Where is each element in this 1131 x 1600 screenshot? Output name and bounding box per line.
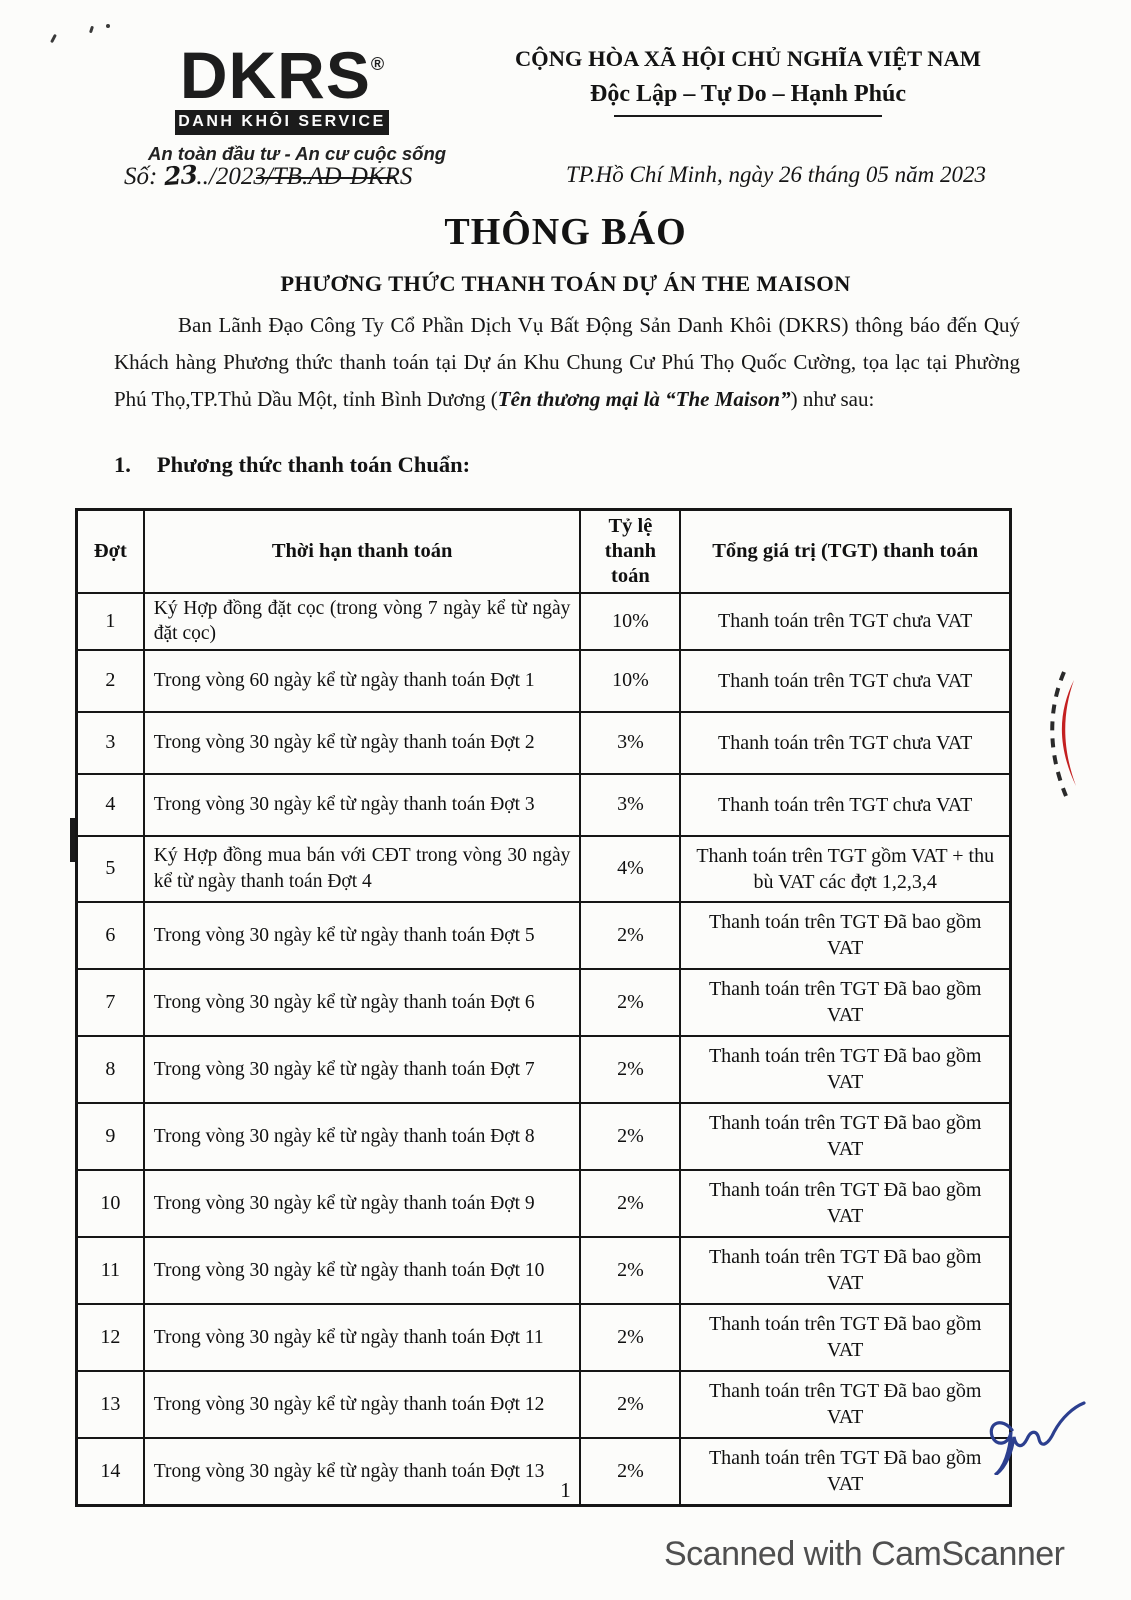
cell-dot: 10	[77, 1170, 144, 1237]
cell-term: Trong vòng 30 ngày kể từ ngày thanh toán Đợt 10	[144, 1237, 581, 1304]
cell-term: Trong vòng 30 ngày kể từ ngày thanh toán Đợt 11	[144, 1304, 581, 1371]
table-row	[77, 1036, 1011, 1103]
table-header-row	[77, 510, 1011, 594]
cell-rate: 2%	[580, 1438, 680, 1506]
handwritten-number: 23	[162, 159, 198, 192]
stamp-edge-mark	[1040, 668, 1118, 808]
cell-dot: 12	[77, 1304, 144, 1371]
cell-rate: 2%	[580, 1036, 680, 1103]
cell-dot: 5	[77, 836, 144, 902]
cell-rate: 2%	[580, 969, 680, 1036]
cell-dot: 14	[77, 1438, 144, 1506]
company-logo	[148, 38, 447, 179]
intro-text: Ban Lãnh Đạo Công Ty Cổ Phần Dịch Vụ Bất Động Sản Danh Khôi (DKRS) thông báo đến Quý Khách hàng Phương thức thanh toán tại Dự án Khu Chung Cư Phú Thọ Quốc Cường, tọa lạc tại Phường Phú Thọ,TP.Thủ Dầu Một, tỉnh Bình Dương (	[114, 313, 1020, 411]
signature-initials	[978, 1400, 1088, 1475]
cell-total: Thanh toán trên TGT chưa VAT	[680, 650, 1010, 712]
cell-term: Ký Hợp đồng đặt cọc (trong vòng 7 ngày kể từ ngày đặt cọc)	[144, 593, 581, 650]
payment-table-head	[77, 510, 1011, 594]
cell-total: Thanh toán trên TGT Đã bao gồm VAT	[680, 1371, 1010, 1438]
cell-total: Thanh toán trên TGT Đã bao gồm VAT	[680, 1170, 1010, 1237]
table-row	[77, 1170, 1011, 1237]
cell-rate: 3%	[580, 774, 680, 836]
cell-total: Thanh toán trên TGT Đã bao gồm VAT	[680, 1237, 1010, 1304]
cell-total: Thanh toán trên TGT Đã bao gồm VAT	[680, 902, 1010, 969]
national-header	[468, 46, 1028, 117]
cell-rate: 2%	[580, 1237, 680, 1304]
document-number-line	[124, 161, 412, 191]
cell-dot: 2	[77, 650, 144, 712]
cell-term: Trong vòng 30 ngày kể từ ngày thanh toán Đợt 6	[144, 969, 581, 1036]
cell-total: Thanh toán trên TGT chưa VAT	[680, 774, 1010, 836]
table-row	[77, 774, 1011, 836]
cell-rate: 3%	[580, 712, 680, 774]
table-row	[77, 650, 1011, 712]
document-number-prefix: Số:	[124, 163, 164, 190]
cell-total: Thanh toán trên TGT chưa VAT	[680, 593, 1010, 650]
page-number: 1	[560, 1478, 571, 1502]
cell-rate: 4%	[580, 836, 680, 902]
cell-term: Trong vòng 30 ngày kể từ ngày thanh toán Đợt 12	[144, 1371, 581, 1438]
logo-brand-letters: DKRS	[179, 38, 371, 112]
table-row	[77, 593, 1011, 650]
cell-dot: 6	[77, 902, 144, 969]
table-row	[77, 1304, 1011, 1371]
section-title: Phương thức thanh toán Chuẩn:	[156, 452, 471, 477]
cell-term: Trong vòng 30 ngày kể từ ngày thanh toán Đợt 8	[144, 1103, 581, 1170]
stamp-red-arc	[1062, 680, 1076, 786]
col-header-total: Tổng giá trị (TGT) thanh toán	[680, 510, 1010, 594]
table-row	[77, 1371, 1011, 1438]
cell-dot: 4	[77, 774, 144, 836]
divider-line	[614, 115, 882, 117]
registered-trademark-icon: ®	[370, 54, 385, 74]
document-subtitle: PHƯƠNG THỨC THANH TOÁN DỰ ÁN THE MAISON	[280, 271, 851, 296]
date-line: TP.Hồ Chí Minh, ngày 26 tháng 05 năm 2023	[566, 162, 986, 187]
scan-mark	[89, 26, 94, 34]
cell-term: Trong vòng 30 ngày kể từ ngày thanh toán Đợt 7	[144, 1036, 581, 1103]
cell-term: Trong vòng 60 ngày kể từ ngày thanh toán Đợt 1	[144, 650, 581, 712]
logo-slogan: An toàn đầu tư - An cư cuộc sống	[148, 143, 447, 164]
payment-schedule-table	[75, 508, 1012, 1507]
document-number-rest: ../2023/TB.AD-DKRS	[196, 163, 413, 190]
logo-brand-text	[148, 38, 416, 112]
col-header-rate: Tỷ lệ thanh toán	[580, 510, 680, 594]
table-row	[77, 1103, 1011, 1170]
cell-dot: 11	[77, 1237, 144, 1304]
col-header-term: Thời hạn thanh toán	[144, 510, 581, 594]
document-title: THÔNG BÁO	[444, 211, 687, 253]
cell-total: Thanh toán trên TGT Đã bao gồm VAT	[680, 969, 1010, 1036]
cell-rate: 2%	[580, 1170, 680, 1237]
logo-sub-label: DANH KHÔI SERVICE	[175, 110, 389, 135]
col-header-dot: Đợt	[77, 510, 144, 594]
cell-rate: 10%	[580, 593, 680, 650]
cell-term: Trong vòng 30 ngày kể từ ngày thanh toán Đợt 2	[144, 712, 581, 774]
intro-trade-name: Tên thương mại là “The Maison”	[497, 386, 791, 411]
cell-term: Trong vòng 30 ngày kể từ ngày thanh toán Đợt 3	[144, 774, 581, 836]
cell-term: Trong vòng 30 ngày kể từ ngày thanh toán Đợt 13	[144, 1438, 581, 1506]
cell-total: Thanh toán trên TGT Đã bao gồm VAT	[680, 1103, 1010, 1170]
scan-mark	[106, 24, 110, 28]
payment-table-body	[77, 593, 1011, 1505]
cell-rate: 2%	[580, 1103, 680, 1170]
cell-total: Thanh toán trên TGT gồm VAT + thu bù VAT các đợt 1,2,3,4	[680, 836, 1010, 902]
national-motto-line1: CỘNG HÒA XÃ HỘI CHỦ NGHĨA VIỆT NAM	[514, 46, 982, 71]
table-row	[77, 836, 1011, 902]
table-row	[77, 902, 1011, 969]
cell-dot: 1	[77, 593, 144, 650]
table-row	[77, 712, 1011, 774]
national-motto-line2: Độc Lập – Tự Do – Hạnh Phúc	[589, 81, 907, 107]
cell-total: Thanh toán trên TGT Đã bao gồm VAT	[680, 1304, 1010, 1371]
cell-total: Thanh toán trên TGT chưa VAT	[680, 712, 1010, 774]
cell-dot: 7	[77, 969, 144, 1036]
section-heading	[114, 452, 470, 478]
table-row	[77, 969, 1011, 1036]
cell-total: Thanh toán trên TGT Đã bao gồm VAT	[680, 1438, 1010, 1506]
cell-dot: 9	[77, 1103, 144, 1170]
intro-paragraph	[114, 307, 1020, 418]
cell-rate: 2%	[580, 1304, 680, 1371]
table-row	[77, 1237, 1011, 1304]
cell-dot: 8	[77, 1036, 144, 1103]
cell-dot: 13	[77, 1371, 144, 1438]
cell-rate: 10%	[580, 650, 680, 712]
section-number: 1.	[114, 452, 131, 477]
cell-term: Ký Hợp đồng mua bán với CĐT trong vòng 30 ngày kể từ ngày thanh toán Đợt 4	[144, 836, 581, 902]
cell-rate: 2%	[580, 1371, 680, 1438]
camscanner-watermark: Scanned with CamScanner	[664, 1535, 1065, 1573]
scan-mark	[50, 34, 57, 43]
cell-rate: 2%	[580, 902, 680, 969]
cell-term: Trong vòng 30 ngày kể từ ngày thanh toán Đợt 5	[144, 902, 581, 969]
intro-text-end: ) như sau:	[790, 386, 875, 411]
cell-total: Thanh toán trên TGT Đã bao gồm VAT	[680, 1036, 1010, 1103]
signature-stroke	[991, 1403, 1084, 1475]
cell-term: Trong vòng 30 ngày kể từ ngày thanh toán Đợt 9	[144, 1170, 581, 1237]
cell-dot: 3	[77, 712, 144, 774]
